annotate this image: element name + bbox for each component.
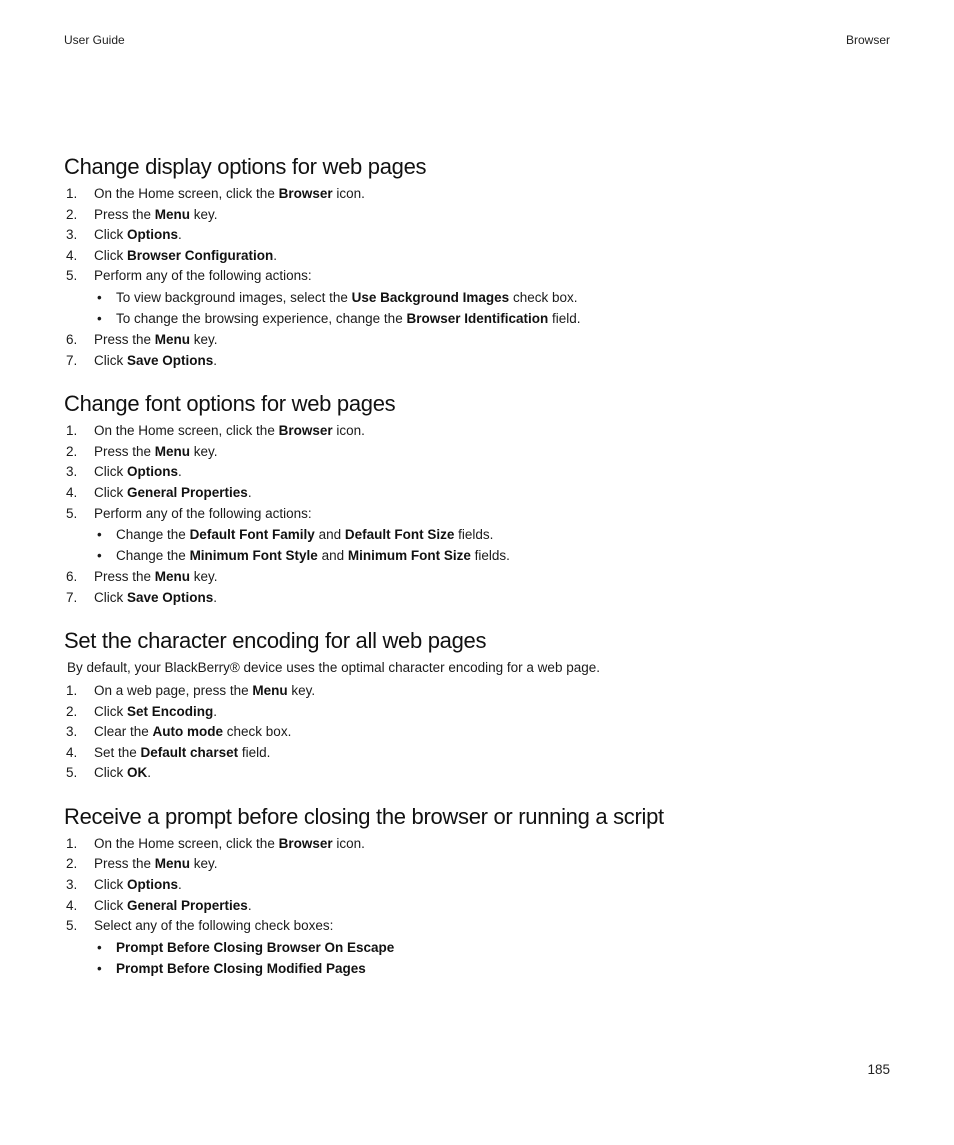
bullet-list [94, 287, 894, 329]
step-item: 7. Click Save Options. [66, 589, 218, 605]
page-content [64, 152, 894, 997]
step-item: 3. Click Options. [66, 227, 182, 243]
step-item: 2. Press the Menu key. [66, 443, 218, 459]
step-item: 3. Clear the Auto mode check box. [66, 724, 292, 740]
step-item: 7. Click Save Options. [66, 352, 218, 368]
step-item: 2. Press the Menu key. [66, 206, 218, 222]
step-item: 5. Click OK. [66, 765, 152, 781]
section-character-encoding [64, 626, 894, 784]
bullet-item: • Prompt Before Closing Browser On Escape [94, 937, 894, 958]
step-item: 1. On a web page, press the Menu key. [66, 682, 316, 698]
bullet-list [94, 937, 894, 979]
step-item: 5. Perform any of the following actions: • To view background images, select the Use Background Images check box. • To change the browsing experience, change the Browser Identification field. [64, 266, 894, 329]
page-number: 185 [867, 1062, 890, 1077]
step-item: 5. Perform any of the following actions: • Change the Default Font Family and Default Font Size fields. • Change the Minimum Font Style and Minimum Font Size fields. [64, 504, 894, 567]
bullet-item: • Change the Default Font Family and Default Font Size fields. [94, 524, 894, 545]
step-item: 6. Press the Menu key. [66, 331, 218, 347]
section-title: Change display options for web pages [64, 154, 427, 179]
section-display-options [64, 152, 894, 371]
step-list [64, 421, 894, 608]
step-item: 4. Click General Properties. [66, 484, 252, 500]
section-font-options [64, 389, 894, 608]
step-item: 4. Set the Default charset field. [66, 744, 271, 760]
step-list [64, 184, 894, 371]
running-header-left: User Guide [64, 33, 125, 47]
running-header-right: Browser [845, 33, 890, 47]
step-item: 1. On the Home screen, click the Browser icon. [66, 835, 365, 851]
step-item: 4. Click Browser Configuration. [66, 247, 278, 263]
step-item: 5. Select any of the following check boxes: • Prompt Before Closing Browser On Escape • Prompt Before Closing Modified Pages [64, 916, 894, 979]
section-intro: By default, your BlackBerry® device uses the optimal character encoding for a web page. [67, 660, 600, 676]
step-item: 2. Press the Menu key. [66, 856, 218, 872]
bullet-list [94, 524, 894, 566]
section-title: Change font options for web pages [64, 391, 396, 417]
bullet-item: • Change the Minimum Font Style and Minimum Font Size fields. [94, 545, 894, 566]
step-item: 6. Press the Menu key. [66, 569, 218, 585]
step-item: 2. Click Set Encoding. [66, 703, 218, 719]
bullet-item: • To view background images, select the Use Background Images check box. [94, 287, 894, 308]
step-list [64, 834, 894, 979]
bullet-item: • To change the browsing experience, change the Browser Identification field. [94, 308, 894, 329]
step-item: 3. Click Options. [66, 464, 182, 480]
step-item: 1. On the Home screen, click the Browser icon. [66, 423, 365, 439]
step-list [64, 681, 894, 784]
bullet-item: • Prompt Before Closing Modified Pages [94, 958, 894, 979]
section-close-prompt [64, 802, 894, 979]
step-item: 3. Click Options. [66, 877, 182, 893]
section-title: Receive a prompt before closing the browser or running a script [64, 803, 664, 829]
section-title: Set the character encoding for all web pages [64, 628, 487, 654]
step-item: 1. On the Home screen, click the Browser icon. [66, 186, 365, 201]
step-item: 4. Click General Properties. [66, 897, 252, 913]
